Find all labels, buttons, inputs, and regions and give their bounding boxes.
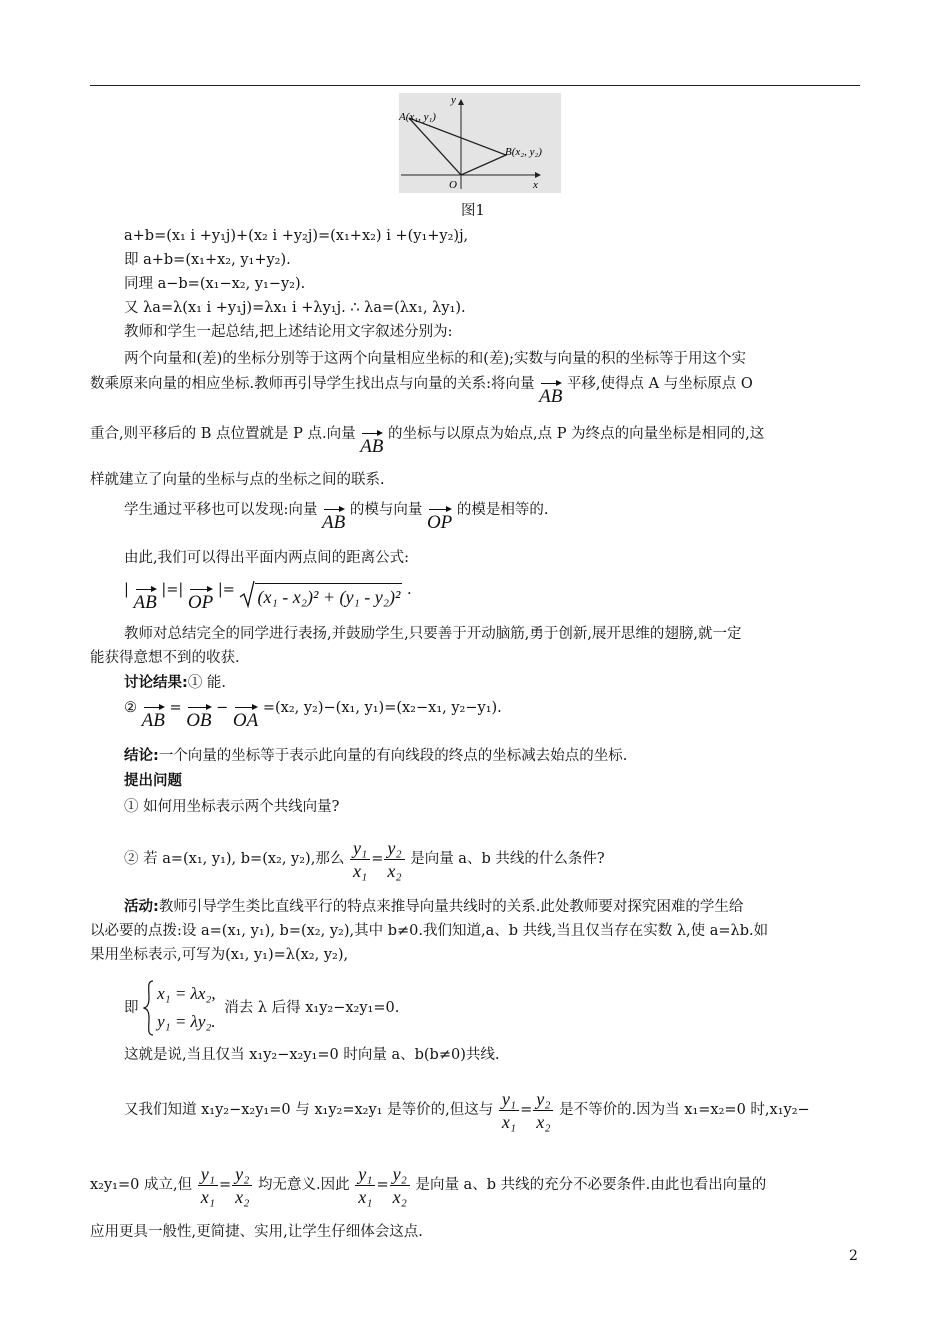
line-sufficiency-text-a: x₂y₁=0 成立,但	[90, 1177, 193, 1193]
line-rule-3	[90, 424, 764, 457]
distance-formula	[124, 580, 412, 613]
numerator: y₂	[384, 837, 404, 860]
conclusion-heading: 结论:	[124, 748, 159, 764]
denominator: x₁	[501, 1111, 517, 1132]
equals-sign: =	[169, 700, 182, 716]
line-rule-3-text-a: 重合,则平移后的 B 点位置就是 P 点.向量	[90, 426, 356, 442]
line-system	[124, 978, 399, 1038]
line-sufficiency-text-c: 是向量 a、b 共线的充分不必要条件.由此也看出向量的	[415, 1177, 767, 1193]
fraction-y2-x2	[384, 837, 404, 882]
discussion-result-heading: 讨论结果:	[124, 675, 188, 691]
denominator: x₁	[200, 1186, 215, 1207]
fraction-y2-x2	[533, 1088, 553, 1133]
page-number: 2	[849, 1248, 858, 1264]
line-summary-intro: 教师和学生一起总结,把上述结论用文字叙述分别为:	[124, 324, 453, 340]
line-discussion-result	[124, 673, 226, 693]
numerator: y₁	[499, 1088, 519, 1111]
conclusion-text: 一个向量的坐标等于表示此向量的有向线段的终点的坐标减去始点的坐标.	[158, 748, 628, 764]
line-praise-1: 教师对总结完全的同学进行表扬,并鼓励学生,只要善于开动脑筋,勇于创新,展开思维的翅膀,就一定	[124, 626, 742, 642]
line-activity-2: 以必要的点拨:设 a=(x₁, y₁), b=(x₂, y₂),其中 b≠0.我们知道,a、b 共线,当且仅当存在实数 λ,使 a=λb.如	[90, 923, 769, 939]
line-rule-4: 样就建立了向量的坐标与点的坐标之间的联系.	[90, 472, 385, 488]
sqrt-body: (x₁ - x₂)² + (y₁ - y₂)²	[255, 583, 402, 608]
numerator: y₁	[350, 837, 370, 860]
line-translation-text-a: 学生通过平移也可以发现:向量	[124, 502, 318, 518]
equals-sign: =	[218, 1177, 232, 1193]
left-brace-icon	[143, 980, 155, 1036]
question-2-text-a: ② 若 a=(x₁, y₁), b=(x₂, y₂),那么	[124, 851, 345, 867]
sqrt-expression	[239, 580, 402, 608]
equals-sign: =	[376, 1177, 389, 1193]
fraction-y1-x1	[355, 1163, 375, 1208]
numerator: y₁	[355, 1163, 375, 1186]
line-activity-1	[124, 897, 743, 917]
line-collinear-condition: 这就是说,当且仅当 x₁y₂−x₂y₁=0 时向量 a、b(b≠0)共线.	[124, 1047, 500, 1063]
vector-ab: AB	[539, 379, 562, 407]
label-point-a: A(x₁, y₁)	[399, 111, 436, 123]
abs-bar: |	[217, 582, 223, 598]
line-difference: 同理 a−b=(x₁−x₂, y₁−y₂).	[124, 276, 306, 292]
abs-bar: |	[178, 582, 184, 598]
question-2	[124, 834, 605, 884]
question-1: ① 如何用坐标表示两个共线向量?	[124, 799, 340, 815]
vector-ob: OB	[186, 703, 211, 731]
line-equivalence-text-b: 是不等价的.因为当 x₁=x₂=0 时,x₁y₂−	[559, 1102, 810, 1118]
header-rule	[90, 85, 860, 86]
equation-1: x₁ = λx₂,	[157, 984, 216, 1003]
item-marker: ②	[124, 700, 137, 716]
label-y: y	[451, 94, 456, 106]
label-point-b: B(x₂, y₂)	[505, 146, 542, 158]
line-rule-2	[90, 374, 753, 407]
equation-2: y₁ = λy₂.	[157, 1012, 216, 1031]
vector-ab: AB	[322, 505, 345, 533]
line-sufficiency-text-b: 均无意义.因此	[257, 1177, 350, 1193]
system-prefix: 即	[124, 1000, 139, 1016]
line-equivalence-text-a: 又我们知道 x₁y₂−x₂y₁=0 与 x₁y₂=x₂y₁ 是等价的,但这与	[124, 1102, 494, 1118]
denominator: x₂	[392, 1186, 407, 1207]
fraction-y2-x2	[390, 1163, 410, 1208]
line-conclusion	[124, 746, 627, 766]
vector-oa: OA	[233, 703, 258, 731]
line-rule-1: 两个向量和(差)的坐标分别等于这两个向量相应坐标的和(差);实数与向量的积的坐标等于用这个实	[124, 351, 747, 367]
activity-text: 教师引导学生类比直线平行的特点来推导向量共线时的关系.此处教师要对探究困难的学生给	[158, 899, 744, 915]
equals-sign: =	[222, 582, 235, 598]
line-vector-subtraction-text: =(x₂, y₂)−(x₁, y₁)=(x₂−x₁, y₂−y₁).	[262, 700, 502, 716]
equals-sign: =	[520, 1102, 533, 1118]
line-sum: a+b=(x₁ i +y₁j)+(x₂ i +y₂j)=(x₁+x₂) i +(y₁+y₂)j,	[124, 228, 469, 244]
figure-1-diagram	[395, 93, 565, 195]
vector-op: OP	[427, 505, 452, 533]
radical-sign-icon	[239, 580, 255, 608]
fraction-y1-x1	[499, 1088, 519, 1133]
vector-ab: AB	[142, 703, 165, 731]
abs-bar: |	[161, 582, 167, 598]
line-vector-subtraction	[124, 698, 502, 731]
line-translation	[124, 500, 548, 533]
denominator: x₁	[358, 1186, 373, 1207]
section-heading-questions: 提出问题	[124, 773, 182, 789]
line-closing: 应用更具一般性,更简捷、实用,让学生仔细体会这点.	[90, 1224, 423, 1240]
line-praise-2: 能获得意想不到的收获.	[90, 650, 240, 666]
line-distance-intro: 由此,我们可以得出平面内两点间的距离公式:	[124, 550, 409, 566]
fraction-y2-x2	[232, 1163, 252, 1208]
denominator: x₂	[235, 1186, 250, 1207]
system-elimination-text: 消去 λ 后得 x₁y₂−x₂y₁=0.	[224, 1000, 400, 1016]
system-of-equations	[143, 980, 216, 1036]
line-sufficiency	[90, 1160, 766, 1210]
discussion-result-text: ① 能.	[187, 675, 227, 691]
line-rule-3-text-b: 的坐标与以原点为始点,点 P 为终点的向量坐标是相同的,这	[388, 426, 765, 442]
minus-sign: −	[216, 700, 229, 716]
vector-ab: AB	[134, 585, 157, 613]
vector-op: OP	[188, 585, 213, 613]
numerator: y₂	[232, 1163, 252, 1186]
line-equivalence	[124, 1085, 810, 1135]
line-rule-2-text-a: 数乘原来向量的相应坐标.教师再引导学生找出点与向量的关系:将向量	[90, 376, 535, 392]
vector-ab: AB	[360, 429, 383, 457]
numerator: y₂	[533, 1088, 553, 1111]
line-translation-text-b: 的模与向量	[349, 502, 423, 518]
numerator: y₂	[390, 1163, 410, 1186]
denominator: x₂	[387, 860, 402, 881]
figure-caption: 图1	[461, 203, 485, 219]
label-origin: O	[449, 179, 457, 191]
question-2-text-b: 是向量 a、b 共线的什么条件?	[410, 851, 605, 867]
equals-sign: =	[166, 582, 179, 598]
line-activity-3: 果用坐标表示,可写为(x₁, y₁)=λ(x₂, y₂),	[90, 947, 349, 963]
period: .	[406, 582, 412, 598]
line-translation-text-c: 的模是相等的.	[456, 502, 549, 518]
line-rule-2-text-b: 平移,使得点 A 与坐标原点 O	[566, 376, 753, 392]
line-sum-result: 即 a+b=(x₁+x₂, y₁+y₂).	[124, 252, 291, 268]
denominator: x₁	[352, 860, 368, 881]
activity-heading: 活动:	[124, 899, 159, 915]
label-x: x	[533, 179, 538, 191]
line-scalar: 又 λa=λ(x₁ i +y₁j)=λx₁ i +λy₁j. ∴ λa=(λx₁, λy₁).	[124, 300, 466, 316]
denominator: x₂	[536, 1111, 551, 1132]
abs-bar: |	[124, 582, 129, 598]
fraction-y1-x1	[350, 837, 370, 882]
numerator: y₁	[198, 1163, 218, 1186]
equals-sign: =	[371, 851, 384, 867]
fraction-y1-x1	[198, 1163, 218, 1208]
